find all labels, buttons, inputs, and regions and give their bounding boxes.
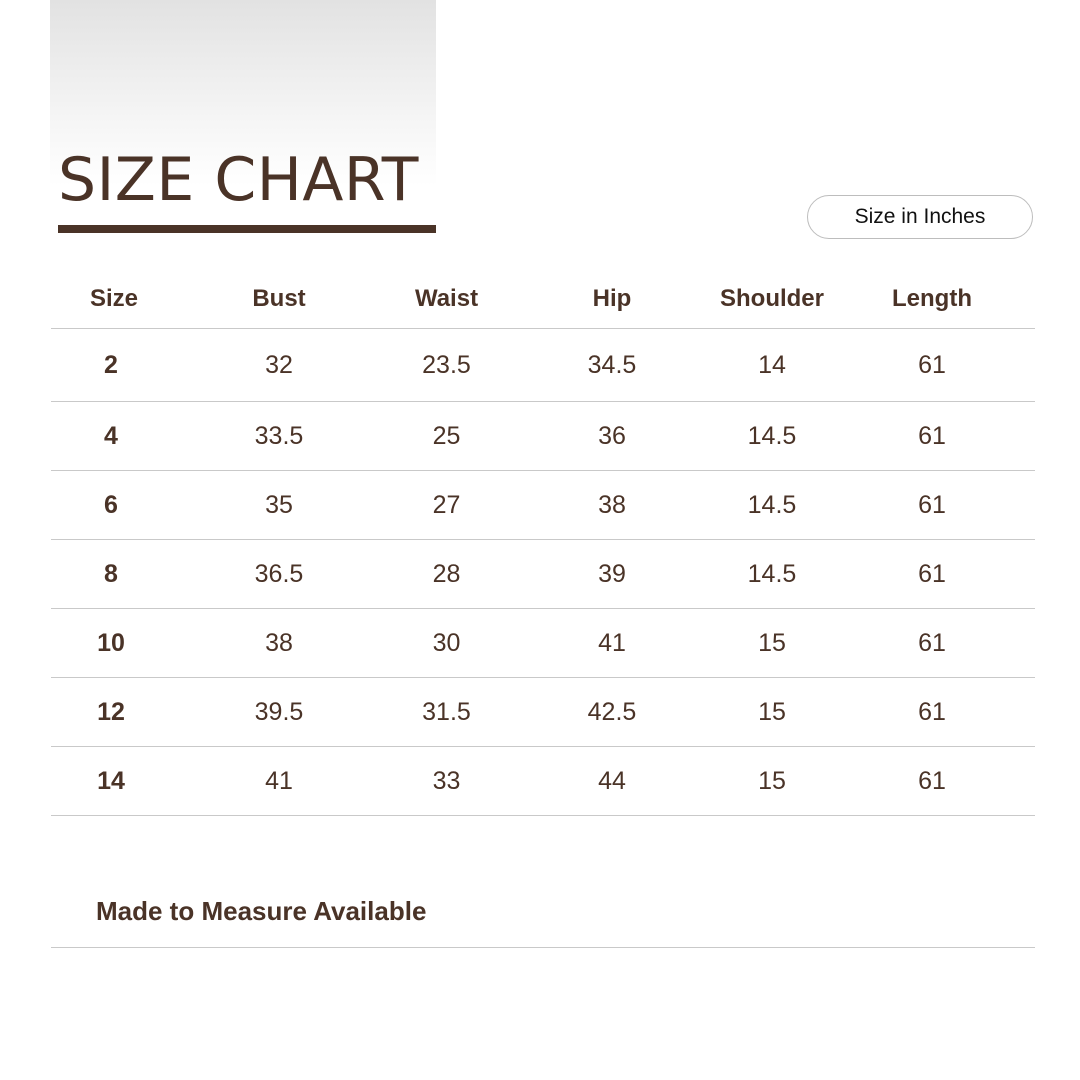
footer-divider (51, 947, 1035, 948)
cell-bust: 33.5 (254, 421, 304, 450)
table-row (51, 747, 1035, 816)
cell-shoulder: 14 (758, 350, 786, 379)
table-header-row (51, 270, 1035, 329)
header-waist: Waist (414, 285, 479, 312)
table-row (51, 471, 1035, 540)
cell-length: 61 (918, 628, 946, 657)
cell-waist: 33 (432, 766, 461, 795)
cell-bust: 39.5 (254, 697, 304, 726)
cell-waist: 23.5 (422, 350, 471, 379)
cell-shoulder: 14.5 (747, 490, 797, 519)
cell-length: 61 (918, 350, 946, 379)
cell-length: 61 (918, 766, 946, 795)
cell-waist: 25 (432, 421, 461, 450)
cell-bust: 38 (265, 628, 293, 657)
cell-shoulder: 15 (758, 697, 786, 726)
cell-shoulder: 14.5 (747, 421, 797, 450)
cell-bust: 35 (265, 490, 293, 519)
cell-hip: 41 (598, 628, 626, 657)
header-size: Size (89, 285, 139, 312)
cell-size: 12 (97, 697, 125, 726)
header-bust: Bust (252, 285, 306, 312)
cell-size: 2 (104, 350, 118, 379)
table-row (51, 329, 1035, 402)
cell-hip: 38 (598, 490, 626, 519)
header-hip: Hip (592, 285, 632, 312)
page-title: SIZE CHART (58, 145, 419, 215)
cell-hip: 42.5 (587, 697, 637, 726)
table-row (51, 609, 1035, 678)
cell-bust: 41 (265, 766, 293, 795)
cell-bust: 32 (265, 350, 293, 379)
cell-length: 61 (918, 697, 946, 726)
cell-waist: 28 (432, 559, 461, 588)
header-length: Length (892, 285, 972, 312)
header-shoulder: Shoulder (719, 285, 824, 312)
table-row (51, 402, 1035, 471)
cell-shoulder: 14.5 (747, 559, 797, 588)
table-row (51, 540, 1035, 609)
cell-bust: 36.5 (254, 559, 304, 588)
cell-size: 4 (104, 421, 118, 450)
cell-hip: 44 (598, 766, 626, 795)
cell-size: 8 (104, 559, 118, 588)
cell-size: 14 (97, 766, 125, 795)
cell-waist: 30 (432, 628, 461, 657)
cell-size: 10 (97, 628, 125, 657)
cell-hip: 36 (598, 421, 626, 450)
cell-shoulder: 15 (758, 766, 786, 795)
cell-length: 61 (918, 421, 946, 450)
units-badge: Size in Inches (807, 195, 1033, 239)
table-row (51, 678, 1035, 747)
cell-waist: 31.5 (422, 697, 471, 726)
cell-hip: 34.5 (587, 350, 637, 379)
cell-size: 6 (104, 490, 118, 519)
cell-length: 61 (918, 559, 946, 588)
made-to-measure-note: Made to Measure Available (96, 896, 427, 926)
cell-shoulder: 15 (758, 628, 786, 657)
cell-length: 61 (918, 490, 946, 519)
title-underline (58, 225, 436, 233)
size-table (51, 270, 1035, 816)
cell-waist: 27 (432, 490, 461, 519)
cell-hip: 39 (598, 559, 626, 588)
